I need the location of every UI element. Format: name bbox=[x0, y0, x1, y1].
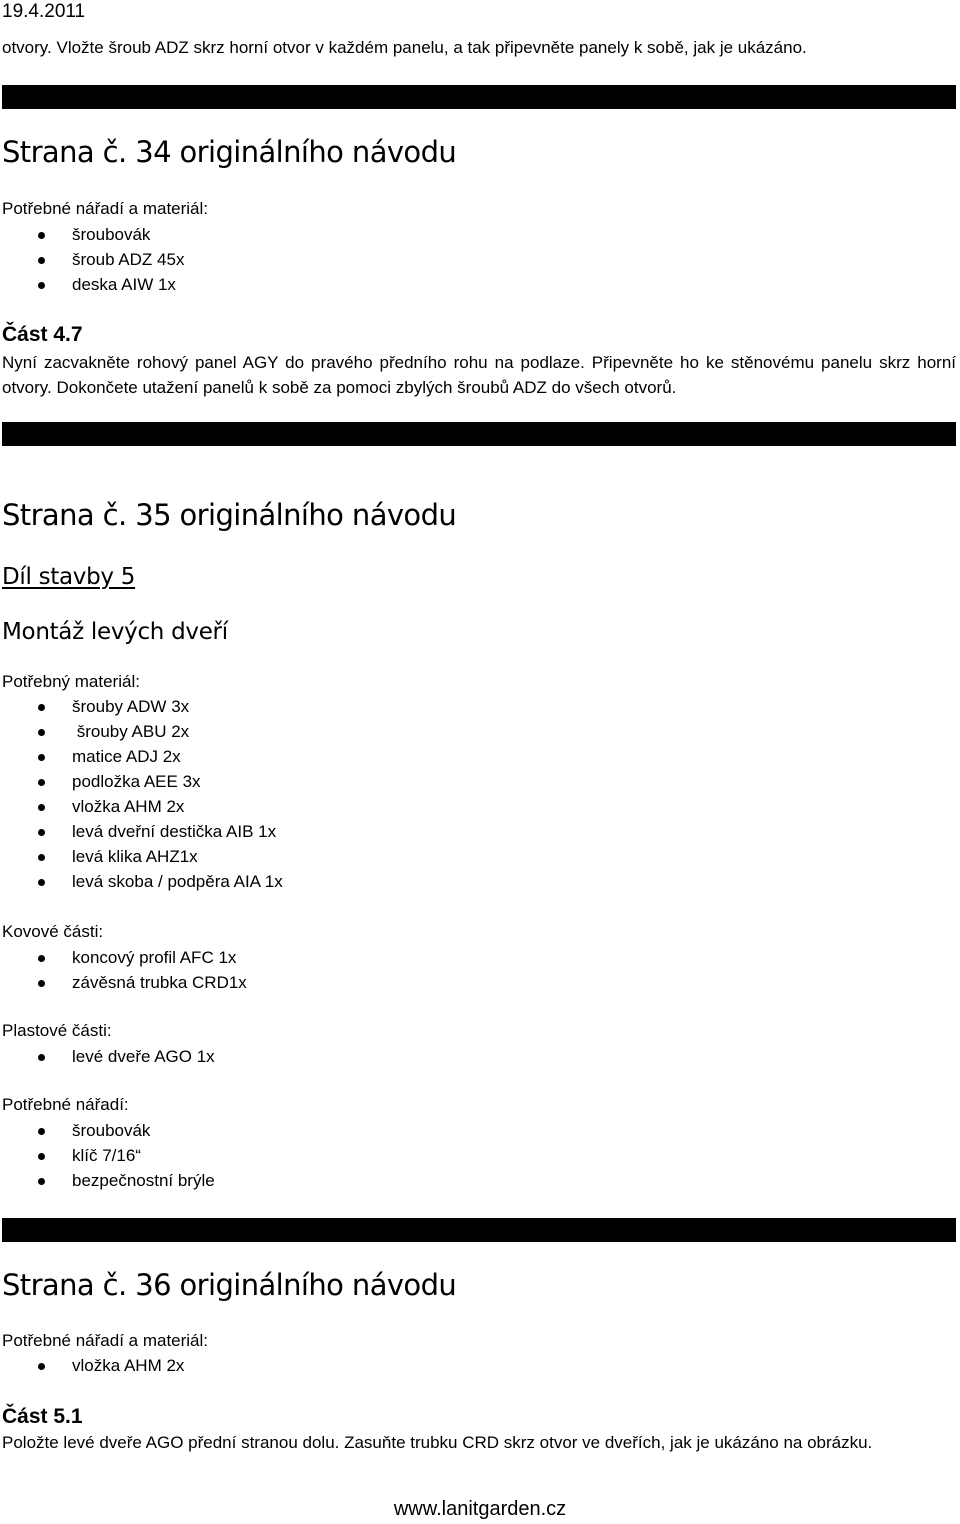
section-35-tools-label: Potřebné nářadí: bbox=[2, 1095, 129, 1114]
list-item bbox=[0, 819, 283, 844]
bullet-dot-icon bbox=[38, 232, 45, 239]
bullet-dot-icon bbox=[38, 1054, 45, 1061]
document-date: 19.4.2011 bbox=[2, 1, 86, 22]
bullet-dot-icon bbox=[38, 1128, 45, 1135]
list-item-label: vložka AHM 2x bbox=[72, 1356, 185, 1375]
section-36-part-text: Položte levé dveře AGO přední stranou dolu. Zasuňte trubku CRD skrz otvor ve dveřích, jak je ukázáno na obrázku. bbox=[2, 1433, 873, 1452]
list-item bbox=[0, 844, 283, 869]
section-36-heading: Strana č. 36 originálního návodu bbox=[2, 1268, 457, 1302]
bullet-dot-icon bbox=[38, 1363, 45, 1370]
bullet-dot-icon bbox=[38, 704, 45, 711]
section-36-part-title: Část 5.1 bbox=[2, 1405, 83, 1428]
list-item-label: bezpečnostní brýle bbox=[72, 1171, 215, 1190]
list-item bbox=[0, 769, 283, 794]
bullet-dot-icon bbox=[38, 1153, 45, 1160]
list-item-label: deska AIW 1x bbox=[72, 275, 176, 294]
list-item bbox=[0, 794, 283, 819]
list-item-label: klíč 7/16“ bbox=[72, 1146, 141, 1165]
section-35-material-label: Potřebný materiál: bbox=[2, 672, 140, 691]
bullet-dot-icon bbox=[38, 257, 45, 264]
bullet-dot-icon bbox=[38, 980, 45, 987]
list-item-label: matice ADJ 2x bbox=[72, 747, 181, 766]
section-34-part-text: Nyní zacvakněte rohový panel AGY do pravého předního rohu na podlaze. Připevněte ho ke stěnovému panelu skrz horní otvory. Dokončete utažení panelů k sobě za pomoci zbylých šroubů ADZ do všech otvorů. bbox=[2, 353, 956, 397]
section-36-tools-label: Potřebné nářadí a materiál: bbox=[2, 1331, 209, 1350]
list-item bbox=[0, 1168, 215, 1193]
bullet-dot-icon bbox=[38, 754, 45, 761]
bullet-dot-icon bbox=[38, 879, 45, 886]
bullet-dot-icon bbox=[38, 282, 45, 289]
list-item-label: závěsná trubka CRD1x bbox=[72, 973, 247, 992]
list-item bbox=[0, 247, 184, 272]
bullet-dot-icon bbox=[38, 779, 45, 786]
list-item bbox=[0, 744, 283, 769]
bullet-dot-icon bbox=[38, 955, 45, 962]
bullet-dot-icon bbox=[38, 829, 45, 836]
separator-bar bbox=[2, 85, 956, 109]
list-item-label: podložka AEE 3x bbox=[72, 772, 201, 791]
list-item-label: šroub ADZ 45x bbox=[72, 250, 185, 269]
section-35-materials-list bbox=[0, 694, 283, 894]
list-item-label: levá dveřní destička AIB 1x bbox=[72, 822, 277, 841]
section-35-assembly-title: Montáž levých dveří bbox=[2, 619, 228, 645]
intro-text: otvory. Vložte šroub ADZ skrz horní otvor v každém panelu, a tak připevněte panely k sobě, jak je ukázáno. bbox=[2, 38, 807, 57]
list-item bbox=[0, 970, 247, 995]
bullet-dot-icon bbox=[38, 854, 45, 861]
list-item bbox=[0, 222, 184, 247]
list-item-label: levá klika AHZ1x bbox=[72, 847, 198, 866]
bullet-dot-icon bbox=[38, 804, 45, 811]
section-35-plastic-label: Plastové části: bbox=[2, 1021, 112, 1040]
section-34-heading: Strana č. 34 originálního návodu bbox=[2, 135, 457, 169]
list-item bbox=[0, 1143, 215, 1168]
list-item bbox=[0, 869, 283, 894]
section-35-heading: Strana č. 35 originálního návodu bbox=[2, 498, 457, 532]
section-34-tools-list bbox=[0, 222, 184, 297]
list-item-label: vložka AHM 2x bbox=[72, 797, 185, 816]
section-35-metal-list bbox=[0, 945, 247, 995]
list-item bbox=[0, 1353, 184, 1378]
list-item bbox=[0, 1044, 215, 1069]
list-item-label: šroubovák bbox=[72, 1121, 151, 1140]
list-item-label: koncový profil AFC 1x bbox=[72, 948, 237, 967]
separator-bar bbox=[2, 422, 956, 446]
list-item bbox=[0, 1118, 215, 1143]
section-36-tools-list bbox=[0, 1353, 184, 1378]
list-item bbox=[0, 945, 247, 970]
section-34-part-title: Část 4.7 bbox=[2, 323, 83, 346]
list-item bbox=[0, 272, 184, 297]
bullet-dot-icon bbox=[38, 729, 45, 736]
list-item bbox=[0, 719, 283, 744]
section-35-stage-title: Díl stavby 5 bbox=[2, 564, 136, 590]
section-34-tools-label: Potřebné nářadí a materiál: bbox=[2, 199, 209, 218]
bullet-dot-icon bbox=[38, 1178, 45, 1185]
list-item-label: levá skoba / podpěra AIA 1x bbox=[72, 872, 283, 891]
list-item-label: šroubovák bbox=[72, 225, 151, 244]
separator-bar bbox=[2, 1218, 956, 1242]
section-35-metal-label: Kovové části: bbox=[2, 922, 104, 941]
list-item bbox=[0, 694, 283, 719]
section-35-plastic-list bbox=[0, 1044, 215, 1069]
list-item-label: šrouby ADW 3x bbox=[72, 697, 190, 716]
section-35-tools-list bbox=[0, 1118, 215, 1193]
list-item-label: levé dveře AGO 1x bbox=[72, 1047, 215, 1066]
list-item-label: šrouby ABU 2x bbox=[72, 722, 190, 741]
footer-website: www.lanitgarden.cz bbox=[393, 1498, 567, 1520]
